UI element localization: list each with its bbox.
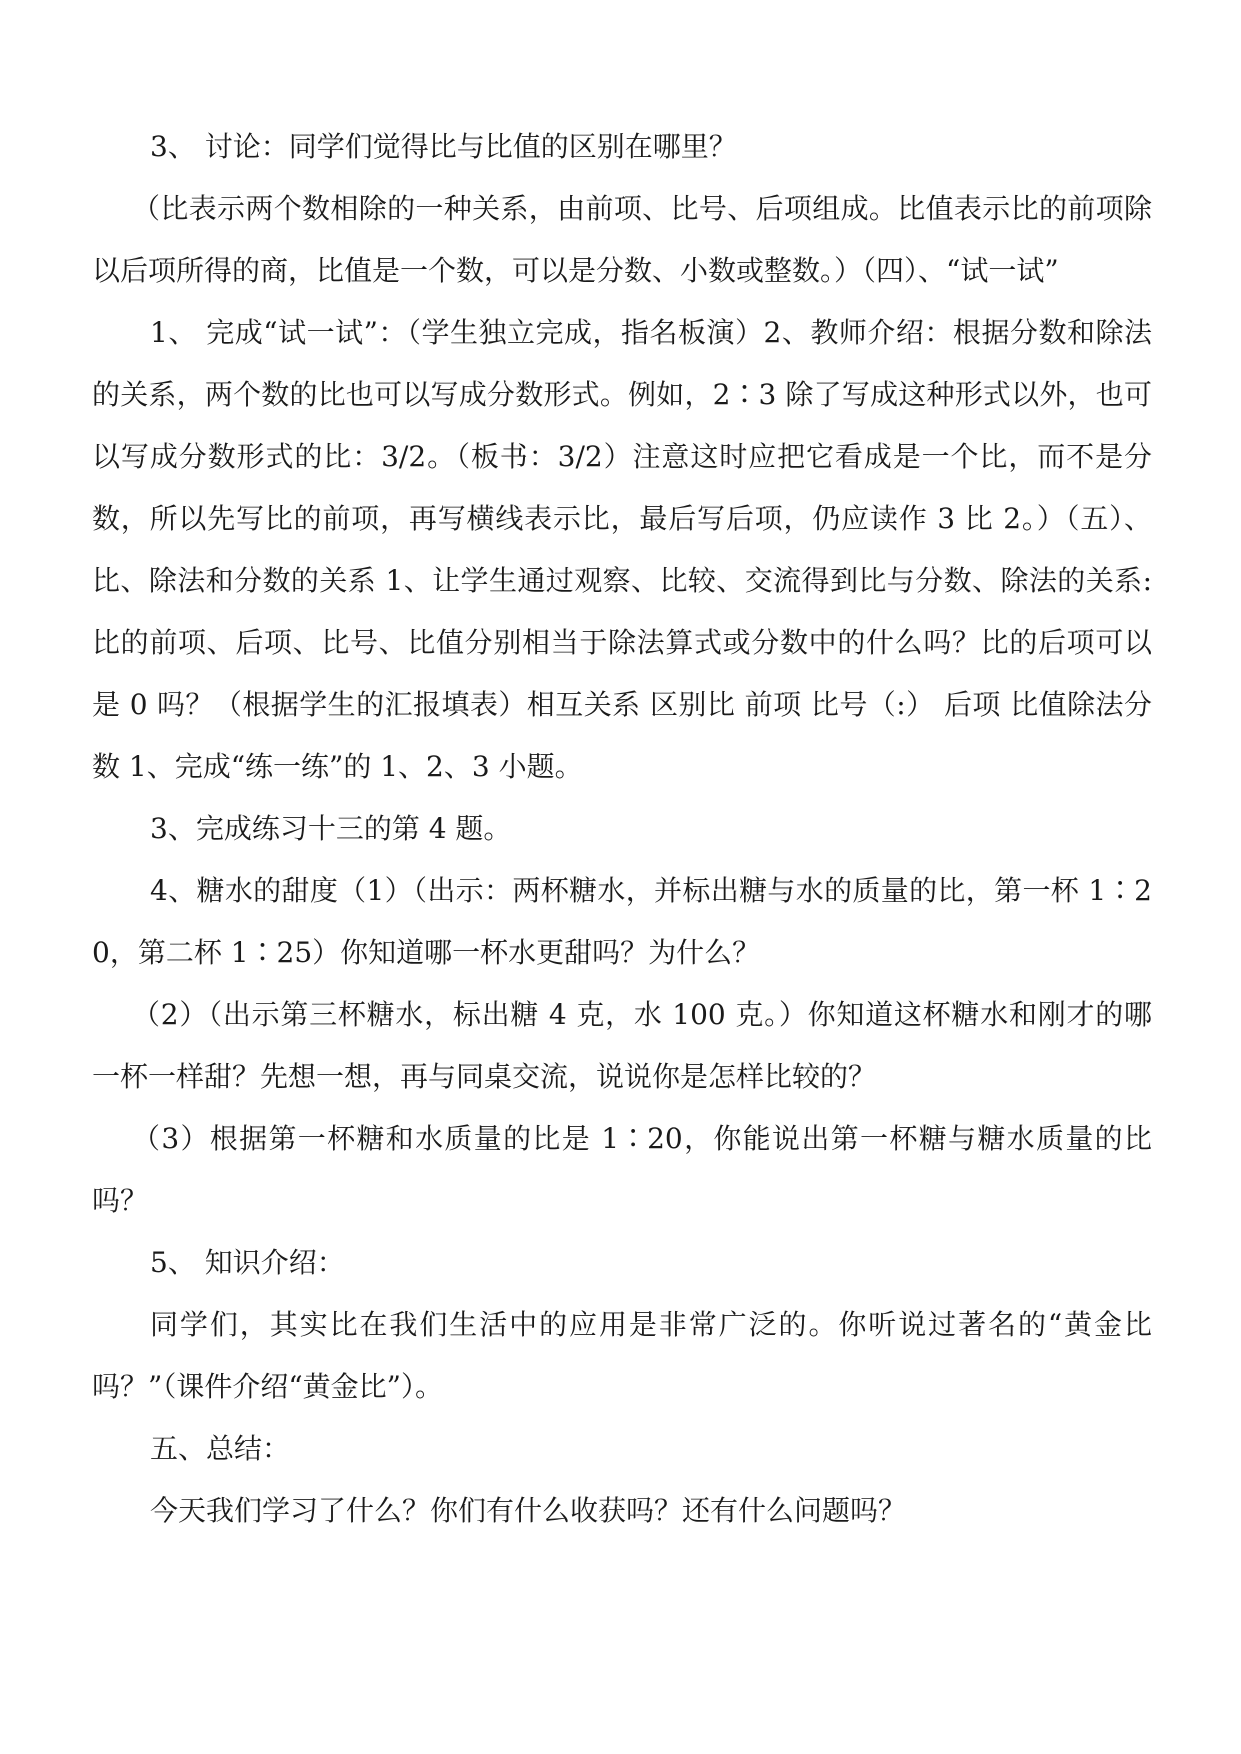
paragraph-sugar-water-2: （2）（出示第三杯糖水，标出糖 4 克，水 100 克。）你知道这杯糖水和刚才的哪一杯一样甜？先想一想，再与同桌交流，说说你是怎样比较的？ xyxy=(92,998,1152,1093)
paragraph-summary-heading: 五、总结： xyxy=(150,1432,291,1465)
paragraph-knowledge-heading: 5、 知识介绍： xyxy=(150,1246,345,1279)
paragraph-discussion: 3、 讨论：同学们觉得比与比值的区别在哪里？ xyxy=(150,130,737,163)
paragraph-summary-questions: 今天我们学习了什么？你们有什么收获吗？还有什么问题吗？ xyxy=(150,1494,907,1527)
paragraph-try-it: 1、 完成“试一试”：（学生独立完成，指名板演）2、教师介绍：根据分数和除法的关系，两个数的比也可以写成分数形式。例如，2∶3 除了写成这种形式以外，也可以写成分数形式的比：3/2。（板书：3/2）注意这时应把它看成是一个比，而不是分数，所以先写比的前项，再写横线表示比，最后写后项，仍应读作 3 比 2。）（五）、比、除法和分数的关系 1、让学生通过观察、比较、交流得到比与分数、除法的关系:比的前项、后项、比号、比值分别相当于除法算式或分数中的什么吗？比的后项可以是 0 吗？（根据学生的汇报填表）相互关系 区别比 前项 比号（:） 后项 比值除法分数 1、完成“练一练”的 1、2、3 小题。 xyxy=(92,316,1152,783)
document-page xyxy=(92,116,1152,1542)
paragraph-exercise-13: 3、完成练习十三的第 4 题。 xyxy=(150,812,512,845)
paragraph-sugar-water-3: （3）根据第一杯糖和水质量的比是 1∶20，你能说出第一杯糖与糖水质量的比吗？ xyxy=(92,1122,1152,1217)
paragraph-sugar-water-1: 4、糖水的甜度（1）（出示：两杯糖水，并标出糖与水的质量的比，第一杯 1∶20，第二杯 1∶25）你知道哪一杯水更甜吗？为什么？ xyxy=(92,874,1152,969)
paragraph-ratio-explanation: （比表示两个数相除的一种关系，由前项、比号、后项组成。比值表示比的前项除以后项所得的商，比值是一个数，可以是分数、小数或整数。）（四）、“试一试” xyxy=(92,192,1152,287)
paragraph-golden-ratio: 同学们，其实比在我们生活中的应用是非常广泛的。你听说过著名的“黄金比吗？”（课件介绍“黄金比”）。 xyxy=(92,1308,1152,1403)
